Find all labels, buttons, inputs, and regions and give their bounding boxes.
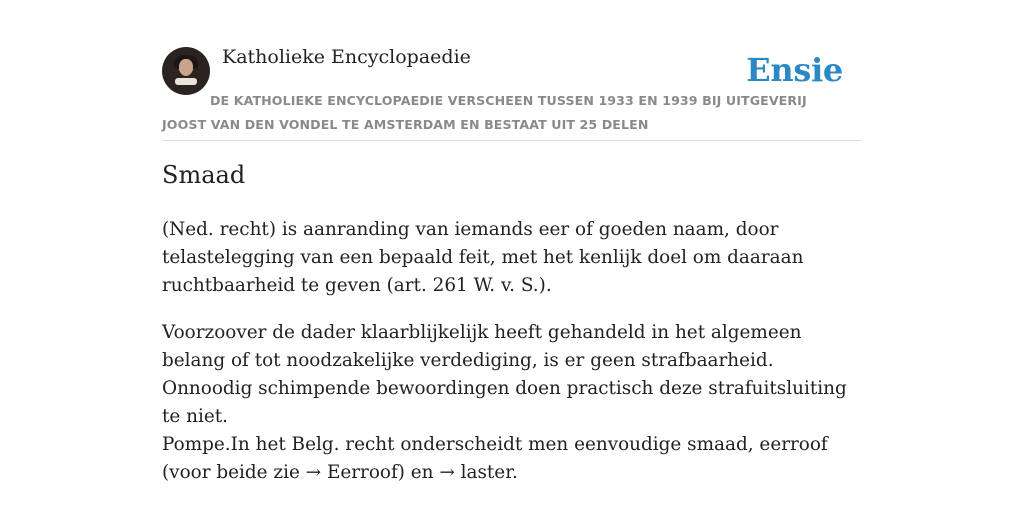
site-title[interactable]: Katholieke Encyclopaedie — [222, 46, 471, 68]
page — [162, 0, 862, 512]
article-paragraph: Pompe.In het Belg. recht onderscheidt men eenvoudige smaad, eerroof (voor beide zie → Eerroof) en → laster. — [162, 434, 828, 483]
portrait-avatar-icon[interactable] — [162, 47, 210, 95]
site-header — [162, 0, 862, 141]
brand-logo[interactable]: Ensie — [746, 51, 843, 89]
article-paragraph: Voorzoover de dader klaarblijkelijk heeft gehandeld in het algemeen belang of tot noodzakelijke verdediging, is er geen strafbaarheid. Onnoodig schimpende bewoordingen doen practisch deze strafuitsluiting te niet. — [162, 322, 847, 427]
article-title: Smaad — [162, 161, 246, 189]
article-paragraph: (Ned. recht) is aanranding van iemands eer of goeden naam, door telastelegging van een bepaald feit, met het kenlijk doel om daaraan ruchtbaarheid te geven (art. 261 W. v. S.). — [162, 219, 804, 296]
site-description: DE KATHOLIEKE ENCYCLOPAEDIE VERSCHEEN TUSSEN 1933 EN 1939 BIJ UITGEVERIJ JOOST VAN DEN VONDEL TE AMSTERDAM EN BESTAAT UIT 25 DELEN — [162, 93, 807, 132]
